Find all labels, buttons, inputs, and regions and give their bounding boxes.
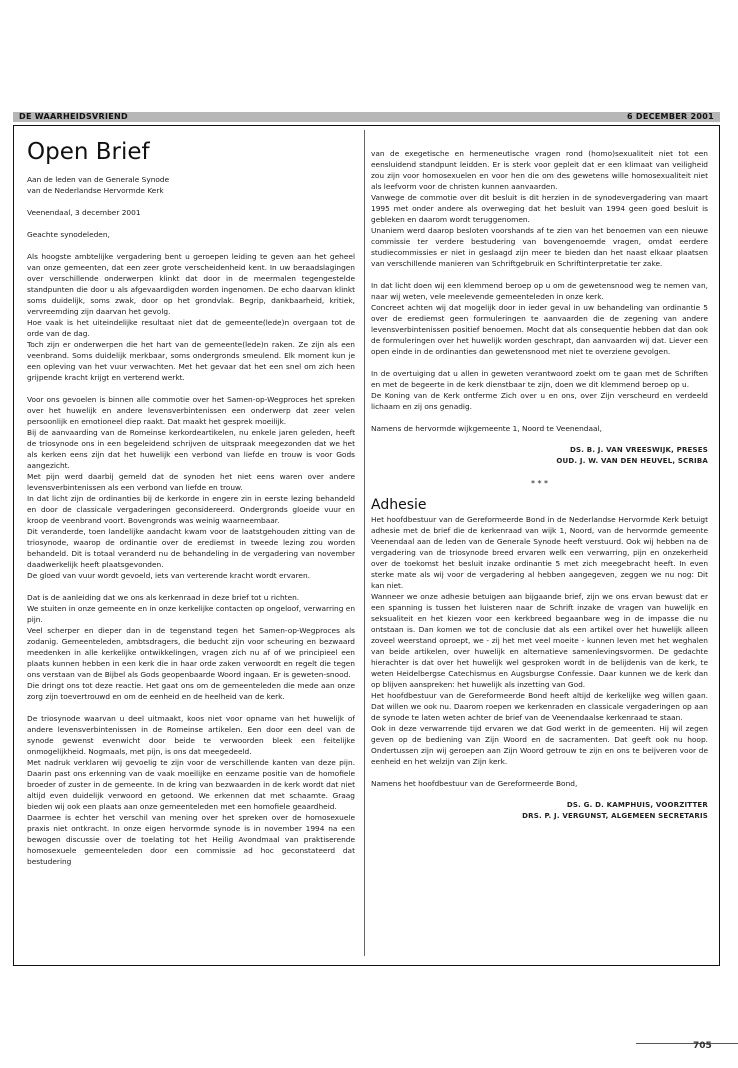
paragraph: Voor ons gevoelen is binnen alle commotie over het Samen-op-Wegproces het spreken over het huwelijk en andere levensverbintenissen een onderwerp dat zeer velen persoonlijk en emotioneel diep raakt. Dat maakt het gesprek moeilijk. (27, 395, 355, 426)
paragraph: In dat licht doen wij een klemmend beroep op u om de gewetensnood weg te nemen van, naar wij weten, vele meelevende gemeenteleden in onze kerk. (371, 281, 708, 301)
paragraph: Hoe vaak is het uiteindelijke resultaat niet dat de gemeente(lede)n overgaan tot de orde van de dag. (27, 318, 355, 338)
section-title: Adhesie (371, 497, 427, 513)
paragraph: Bij de aanvaarding van de Romeinse kerkordeartikelen, nu enkele jaren geleden, heeft de triosynode ons in een begeleidend schrijven de uitspraak meegezonden dat we het als kerken eens zijn dat het huwelijk een verbond van liefde en trouw is voor Gods aangezicht. (27, 428, 355, 470)
right-column (371, 130, 708, 822)
column-divider (364, 130, 365, 956)
paragraph: Ook in deze verwarrende tijd ervaren we dat God werkt in de gemeenten. Hij wil zegen geven op de bediening van Zijn Woord en de sacramenten. Dat geeft ook nu hoop. Ondertussen zijn wij geroepen aan Zijn Woord getrouw te zijn en ons te beijveren voor de eenheid en het welzijn van Zijn kerk. (371, 724, 708, 766)
paragraph: Unaniem werd daarop besloten voorshands af te zien van het benoemen van een nieuwe commissie ter verdere bestudering van bovengenoemde vragen, omdat eerdere studiecommissies er niet in geslaagd zijn meer te bieden dan het naast elkaar plaatsen van verschillende manieren van Schriftgebruik en Schriftinterpretatie ter zake. (371, 226, 708, 268)
paragraph: van de exegetische en hermeneutische vragen rond (homo)sexualiteit niet tot een eensluidend standpunt leidden. Er is sterk voor gepleit dat er een klimaat van veiligheid zou zijn voor homosexuelen en voor hen die om des gewetens wille homosexualiteit niet als leefvorm voor de christen kunnen aanvaarden. (371, 149, 708, 191)
page-number-rule (636, 1043, 738, 1044)
issue-date: 6 DECEMBER 2001 (626, 112, 714, 121)
paragraph: Met pijn werd daarbij gemeld dat de synoden het niet eens waren over andere levensverbintenissen als een verbond van liefde en trouw. (27, 472, 355, 492)
paragraph: Met nadruk verklaren wij gevoelig te zijn voor de verschillende kanten van deze pijn. Daarin past ons erkenning van de vaak moeilijke en eenzame positie van de homofiele broeder of zuster in de gemeente. In de kring van bezwaarden in de kerk wordt dat niet altijd even duidelijk verwoord en getoond. We erkennen dat met schaamte. Graag bieden wij ook een plaats aan onze gemeenteleden met een homofiele geaardheid. (27, 758, 355, 811)
page-number: 705 (693, 1041, 712, 1051)
signature: DS. G. D. KAMPHUIS, VOORZITTER (566, 801, 708, 809)
paragraph: Daarmee is echter het verschil van mening over het spreken over de homosexuele praxis niet ontkracht. In onze eigen hervormde synode is in november 1994 na een bewogen discussie over de toelating tot het Heilig Avondmaal van praktiserende homosexuele gemeenteleden door een commissie ad hoc geconstateerd dat bestudering (27, 813, 355, 866)
publication-name: DE WAARHEIDSVRIEND (19, 112, 128, 121)
signature: DRS. P. J. VERGUNST, ALGEMEEN SECRETARIS (522, 812, 708, 820)
salutation: Geachte synodeleden, (27, 230, 110, 239)
paragraph: De Koning van de Kerk ontferme Zich over u en ons, over Zijn verscheurd en verdeeld lichaam en zij ons genadig. (371, 391, 708, 411)
header-bar (13, 112, 720, 122)
paragraph: Het hoofdbestuur van de Gereformeerde Bond heeft altijd de kerkelijke weg willen gaan. Dat willen we ook nu. Daarom roepen we kerkenraden en classicale vergaderingen op aan de synode te laten weten achter de brief van de Veenendaalse kerkenraad te staan. (371, 691, 708, 722)
article-title: Open Brief (27, 139, 150, 165)
place-date: Veenendaal, 3 december 2001 (27, 208, 141, 217)
closing-line: Namens het hoofdbestuur van de Gereformeerde Bond, (371, 779, 578, 788)
address-line: van de Nederlandse Hervormde Kerk (27, 186, 164, 195)
paragraph: Toch zijn er onderwerpen die het hart van de gemeente(lede)n raken. Ze zijn als een veenbrand. Soms duidelijk merkbaar, soms ondergronds smeulend. Elk moment kun je een opleving van het vuur verwachten. Met het gevaar dat het een snel om zich heen grijpende kracht krijgt en verterend werkt. (27, 340, 355, 382)
paragraph: Als hoogste ambtelijke vergadering bent u geroepen leiding te geven aan het geheel van onze gemeenten, dat een zeer grote verscheidenheid kent. In uw beraadslagingen over verschillende onderwerpen klinkt dat door in de meermalen tegengestelde standpunten die door u als afgevaardigden worden ingenomen. De echo daarvan klinkt soms duidelijk, soms zwak, door op het grondvlak. Begrip, dankbaarheid, kritiek, vervreemding zijn daarvan het gevolg. (27, 252, 355, 316)
closing-line: Namens de hervormde wijkgemeente 1, Noord te Veenendaal, (371, 424, 602, 433)
signature: DS. B. J. VAN VREESWIJK, PRESES (570, 446, 708, 454)
paragraph: In de overtuiging dat u allen in geweten verantwoord zoekt om te gaan met de Schriften en met de begeerte in de kerk dienstbaar te zijn, doen we dit klemmend beroep op u. (371, 369, 708, 389)
paragraph: De gloed van vuur wordt gevoeld, iets van verterende kracht wordt ervaren. (27, 571, 310, 580)
paragraph: De triosynode waarvan u deel uitmaakt, koos niet voor opname van het huwelijk of andere levensverbintenissen in de Romeinse artikelen. Een door een deel van de synode gewenst evenwicht door beide te verwoorden bleek een feitelijke onmogelijkheid. Nogmaals, met pijn, is ons dat meegedeeld. (27, 714, 355, 756)
signature: OUD. J. W. VAN DEN HEUVEL, SCRIBA (556, 457, 708, 465)
paragraph: Dit veranderde, toen landelijke aandacht kwam voor de laatstgehouden zitting van de triosynode, waarop de ordinantie over de erediemst in tweede lezing zou worden behandeld. Dit is totaal veranderd nu de behandeling in de vergadering van november daadwerkelijk heeft plaatsgevonden. (27, 527, 355, 569)
paragraph: Veel scherper en dieper dan in de tegenstand tegen het Samen-op-Wegproces als zodanig. Gemeenteleden, ambtsdragers, die beducht zijn voor scheuring en bezwaard meedenken in alle kerkelijke ontwikkelingen, vragen zich nu af of we principieel een plaats kunnen hebben in een kerk die in haar orde zaken verwoordt en regelt die tegen ons verstaan van de Bijbel als Gods geopenbaarde Woord ingaan. Er is geweten-snood. (27, 626, 355, 679)
paragraph: Die dringt ons tot deze reactie. Het gaat ons om de gemeenteleden die mede aan onze zorg zijn toevertrouwd en om de eenheid en de heelheid van de kerk. (27, 681, 355, 701)
paragraph: Dat is de aanleiding dat we ons als kerkenraad in deze brief tot u richten. (27, 593, 300, 602)
left-column (27, 130, 355, 867)
paragraph: In dat licht zijn de ordinanties bij de kerkorde in engere zin in eerste lezing behandeld en door de classicale vergaderingen geconsidereerd. Ondergronds gloeide vuur en kroop de veenbrand voort. Bovengronds was weinig waarneembaar. (27, 494, 355, 525)
paragraph: Wanneer we onze adhesie betuigen aan bijgaande brief, zijn we ons ervan bewust dat er een spanning is tussen het luisteren naar de Schrift inzake de vragen van huwelijk en seksualiteit en het kiezen voor een kerkbreed begaanbare weg in de impasse die nu ontstaan is. Dan komen we tot de conclusie dat als een artikel over het huwelijk alleen zoveel weerstand oproept, we - zij het met veel moeite - kunnen leven met het weghalen van beide artikelen, over huwelijk en alternatieve samenlevingsvormen. De gedachte hierachter is dat over het huwelijk wel gesproken wordt in de belijdenis van de kerk, te weten Heidelbergse Catechismus en Augsburgse Confessie. Daar kunnen we de kerk dan op blijven aanspreken: het huwelijk als inzetting van God. (371, 592, 708, 689)
paragraph: Concreet achten wij dat mogelijk door in ieder geval in uw behandeling van ordinantie 5 over de erediemst geen formuleringen te aanvaarden die de zegening van andere levensverbintenissen positief benoemen. Mocht dat als consequentie hebben dat dan ook de formuleringen over het huwelijk worden geschrapt, dan aanvaarden wij dat. Liever een open einde in de ordinanties dan gewetensnood met niet te overziene gevolgen. (371, 303, 708, 356)
address-line: Aan de leden van de Generale Synode (27, 175, 170, 184)
paragraph: Het hoofdbestuur van de Gereformeerde Bond in de Nederlandse Hervormde Kerk betuigt adhesie met de brief die de kerkenraad van wijk 1, Noord, van de hervormde gemeente Veenendaal aan de leden van de Generale Synode heeft verstuurd. Ook wij hebben na de vergadering van de triosynode breed ervaren welk een verwarring, pijn en onzekerheid over de toekomst het besluit inzake ordinantie 5 met zich meegebracht heeft. In even sterke mate als wij voor de vergadering al hebben aangegeven, zeggen we nu nog: Dit kan niet. (371, 515, 708, 590)
section-separator: * * * (530, 479, 549, 488)
paragraph: Vanwege de commotie over dit besluit is dit herzien in de synodevergadering van maart 1995 met onder andere als overweging dat het besluit van 1994 geen goed besluit is gebleken en daarom wordt teruggenomen. (371, 193, 708, 224)
paragraph: We stuiten in onze gemeente en in onze kerkelijke contacten op ongeloof, verwarring en pijn. (27, 604, 355, 624)
